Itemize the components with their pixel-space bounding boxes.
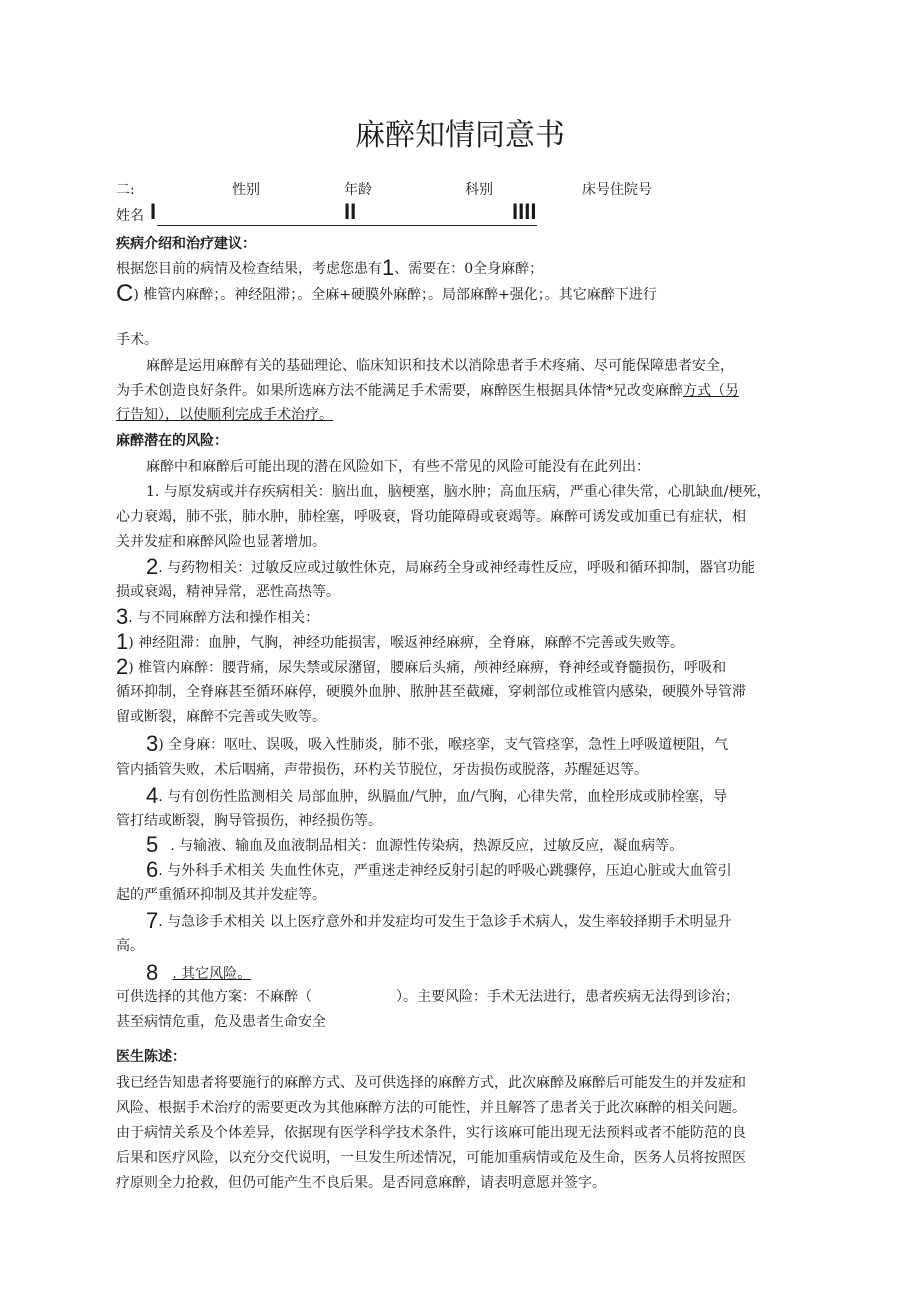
gender-label: 性别	[232, 182, 260, 198]
diagnosis-line	[116, 255, 544, 280]
alternative-text-a: 可供选择的其他方案：不麻醉（	[116, 989, 312, 1005]
doctor-statement-line-5: 疗原则全力抢救，但仍可能产生不良后果。是否同意麻醉，请表明意愿并签字。	[116, 1175, 606, 1191]
sub-risk-3-line-1	[146, 731, 729, 756]
option-general-anesthesia: 0全身麻醉；	[464, 261, 544, 277]
risks-intro: 麻醉中和麻醉后可能出现的潜在风险如下，有些不常见的风险可能没有在此列出：	[146, 459, 650, 475]
sub-risk-1-line-1	[116, 629, 685, 654]
risk-1-line-1: 1. 与原发病或并存疾病相关：脑出血，脑梗塞，脑水肿；高血压病，严重心律失常，心肌缺血/梗死，	[146, 484, 771, 500]
risk-1-line-2: 心力衰竭，肺不张，肺水肿，肺栓塞，呼吸衰，肾功能障碍或衰竭等。麻醉可诱发或加重已有症状，相	[116, 509, 746, 525]
risk-8-text: . 其它风险。	[172, 966, 252, 982]
department-label: 科别	[465, 182, 493, 198]
sub-risk-2-line-1	[116, 654, 727, 679]
surgery-line: 手术。	[116, 332, 158, 348]
header-row-prefix: 二:	[116, 182, 135, 198]
diagnosis-number: 1	[382, 255, 395, 280]
risk-7-number: 7	[146, 908, 159, 933]
diagnosis-text-a: 根据您目前的病情及检查结果，考虑您患有	[116, 261, 382, 277]
risk-5-text: . 与输液、输血及血液制品相关：血源性传染病，热源反应，过敏反应，凝血病等。	[170, 838, 684, 854]
risk-5-number: 5	[146, 832, 159, 857]
risk-5-line-1	[146, 832, 684, 857]
alternative-line-1	[116, 987, 739, 1007]
section-heading-risks: 麻醉潜在的风险：	[116, 433, 228, 449]
anesthesia-para-line-2a: 为手术创造良好条件。如果所选麻方法不能满足手术需要，麻醉医生根据具体情*兄改变麻醉	[116, 383, 683, 399]
sub-risk-2-line-2: 循环抑制，全脊麻甚至循环麻停，硬膜外血肿、脓肿甚至截瘫，穿刺部位或椎管内感染，硬膜外导管滞	[116, 684, 746, 700]
anesthesia-options-line	[116, 280, 657, 307]
risk-3-number: 3	[116, 604, 129, 629]
doctor-statement-line-1: 我已经告知患者将要施行的麻醉方式、及可供选择的麻醉方式，此次麻醉及麻醉后可能发生的并发症和	[116, 1075, 746, 1091]
sub-risk-3-text: ) 全身麻：呕吐、误吸，吸入性肺炎，肺不张，喉痉挛，支气管痉挛，急性上呼吸道梗阻，气	[158, 737, 729, 753]
age-label: 年龄	[344, 182, 372, 198]
name-label: 姓名	[116, 208, 144, 224]
anesthesia-para-line-1: 麻醉是运用麻醉有关的基础理论、临床知识和技术以消除患者手术疼痛、尽可能保障患者安全，	[146, 358, 734, 374]
risk-3-text: . 与不同麻醉方法和操作相关：	[128, 610, 320, 626]
sub-risk-2-text: ) 椎管内麻醉：腰背痛，尿失禁或尿潴留，腰麻后头痛，颅神经麻痹，脊神经或脊髓损伤，呼吸和	[128, 660, 727, 676]
risk-2-line-1	[146, 554, 756, 579]
doctor-statement-line-3: 由于病情关系及个体差异，依据现有医学科学技术条件，实行该麻可能出现无法预料或者不能防范的良	[116, 1125, 746, 1141]
risk-6-line-1	[146, 857, 732, 882]
sub-risk-1-text: ) 神经阻滞：血肿，气胸，神经功能损害，喉返神经麻痹，全脊麻，麻醉不完善或失败等。	[128, 635, 685, 651]
risk-6-text: . 与外科手术相关 失血性休克，严重迷走神经反射引起的呼吸心跳骤停，压迫心脏或大血管引	[158, 863, 732, 879]
doctor-statement-line-2: 风险、根据手术治疗的需要更改为其他麻醉方法的可能性，并且解答了患者关于此次麻醉的相关问题。	[116, 1100, 746, 1116]
risk-2-number: 2	[146, 554, 159, 579]
risk-6-number: 6	[146, 857, 159, 882]
alternative-line-2: 甚至病情危重，危及患者生命安全	[116, 1014, 326, 1030]
field-bar-3: IIII	[512, 199, 537, 224]
risk-3-line-1	[116, 604, 320, 629]
sub-risk-1-number: 1	[116, 629, 129, 654]
risk-8-line-1	[146, 960, 252, 985]
anesthesia-options-text: ) 椎管内麻醉；。神经阻滞；。全麻+硬膜外麻醉；。局部麻醉+强化；。其它麻醉下进行	[133, 287, 657, 303]
risk-2-line-2: 损或衰竭，精神异常，恶性高热等。	[116, 584, 340, 600]
section-heading-doctor: 医生陈述：	[116, 1049, 186, 1065]
risk-7-line-1	[146, 908, 732, 933]
risk-6-line-2: 起的严重循环抑制及其并发症等。	[116, 887, 326, 903]
sub-risk-3-number: 3	[146, 731, 159, 756]
option-checkbox-c: C	[116, 280, 134, 307]
diagnosis-text-b: 、需要在：	[394, 261, 465, 277]
risk-7-line-2: 高。	[116, 938, 144, 954]
sub-risk-2-number: 2	[116, 654, 129, 679]
risk-1-line-3: 关并发症和麻醉风险也显著增加。	[116, 534, 326, 550]
alternative-text-b: ）。主要风险：手术无法进行，患者疾病无法得到诊治；	[396, 989, 739, 1005]
risk-4-number: 4	[146, 783, 159, 808]
risk-7-text: . 与急诊手术相关 以上医疗意外和并发症均可发生于急诊手术病人，发生率较择期手术明显升	[158, 914, 732, 930]
risk-8-number: 8	[146, 960, 159, 985]
anesthesia-para-line-3: 行告知），以使顺利完成手术治疗。	[116, 407, 333, 423]
sub-risk-2-line-3: 留或断裂，麻醉不完善或失败等。	[116, 709, 326, 725]
field-bar-1: I	[150, 199, 157, 224]
section-heading-disease: 疾病介绍和治疗建议：	[116, 236, 256, 252]
risk-4-text: . 与有创伤性监测相关 局部血肿，纵膈血/气肿，血/气胸，心律失常，血栓形成或肺栓塞，导	[158, 789, 728, 805]
anesthesia-para-line-2	[116, 381, 739, 401]
field-bar-2: II	[344, 199, 357, 224]
form-title: 麻醉知情同意书	[355, 118, 565, 153]
anesthesia-para-line-2b: 方式（另	[683, 383, 739, 399]
doctor-statement-line-4: 后果和医疗风险，以充分交代说明，一旦发生所述情况，可能加重病情或危及生命，医务人员将按照医	[116, 1150, 746, 1166]
risk-2-text: . 与药物相关：过敏反应或过敏性休克，局麻药全身或神经毒性反应，呼吸和循环抑制，器官功能	[158, 560, 756, 576]
name-field-underline	[157, 225, 537, 226]
risk-4-line-2: 管打结或断裂，胸导管损伤，神经损伤等。	[116, 813, 382, 829]
sub-risk-3-line-2: 管内插管失败，术后咽痛，声带损伤，环杓关节脱位，牙齿损伤或脱落，苏醒延迟等。	[116, 762, 648, 778]
bed-inpatient-label: 床号住院号	[582, 182, 652, 198]
risk-4-line-1	[146, 783, 728, 808]
